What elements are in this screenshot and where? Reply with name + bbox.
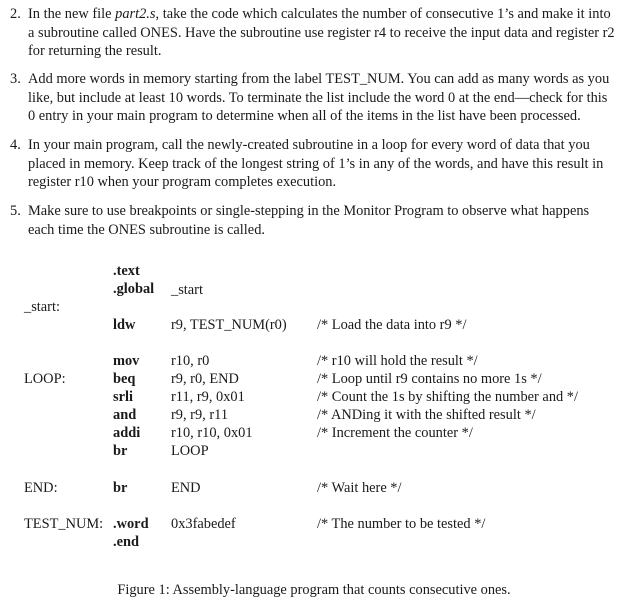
code-label: _start: [24, 299, 60, 315]
code-op: addi [113, 425, 141, 441]
code-op: and [113, 407, 137, 423]
code-comment: /* r10 will hold the result */ [317, 353, 478, 369]
code-comment: /* Loop until r9 contains no more 1s */ [317, 371, 542, 387]
code-op: .global [113, 281, 155, 297]
code-op: br [113, 480, 128, 496]
instruction-number: 3. [10, 71, 21, 87]
code-op: .word [113, 516, 149, 532]
code-args: r9, TEST_NUM(r0) [171, 317, 287, 333]
code-args: _start [171, 282, 203, 298]
code-args: 0x3fabedef [171, 516, 236, 532]
code-label: LOOP: [24, 371, 66, 387]
code-comment: /* ANDing it with the shifted result */ [317, 407, 536, 423]
code-label: END: [24, 480, 58, 496]
code-args: END [171, 480, 201, 496]
instruction-item-5 [10, 202, 618, 239]
instruction-text: In your main program, call the newly-created subroutine in a loop for every word of data that you placed in memory. Keep track of the longest string of 1’s in any of the words, and have this result in register r10 when your program completes execution. [28, 137, 604, 190]
instruction-text: Make sure to use breakpoints or single-stepping in the Monitor Program to observe what happens each time the ONES subroutine is called. [28, 203, 590, 238]
instruction-number: 4. [10, 137, 21, 153]
code-args: r11, r9, 0x01 [171, 389, 245, 405]
code-comment: /* Wait here */ [317, 480, 402, 496]
instruction-text: Add more words in memory starting from the label TEST_NUM. You can add as many words as you like, but include at least 10 words. To terminate the list include the word 0 at the end—check for this 0 entry in your main program to determine when all of the items in the list have been processed. [28, 71, 610, 124]
code-op: beq [113, 371, 136, 387]
code-args: r9, r0, END [171, 371, 239, 387]
figure-caption: Figure 1: Assembly-language program that counts consecutive ones. [117, 582, 511, 598]
instruction-text: In the new file part2.s, take the code which calculates the number of consecutive 1’s and make it into a subroutine called ONES. Have the subroutine use register r4 to receive the input data and register r2 for returning the result. [28, 6, 615, 59]
code-comment: /* Count the 1s by shifting the number and */ [317, 389, 579, 405]
code-comment: /* The number to be tested */ [317, 516, 486, 532]
code-op: mov [113, 353, 140, 369]
code-args: r10, r0 [171, 353, 210, 369]
code-label: TEST_NUM: [24, 516, 104, 532]
instruction-number: 2. [10, 6, 21, 22]
instruction-item-2 [10, 5, 618, 61]
instruction-item-3 [10, 70, 618, 126]
code-comment: /* Increment the counter */ [317, 425, 473, 441]
instruction-number: 5. [10, 203, 21, 219]
code-args: r10, r10, 0x01 [171, 425, 253, 441]
instruction-item-4 [10, 136, 618, 192]
code-op: ldw [113, 317, 136, 333]
code-op: br [113, 443, 128, 459]
code-op: .end [113, 534, 139, 550]
code-op: srli [113, 389, 133, 405]
code-args: LOOP [171, 443, 209, 459]
code-op: .text [113, 263, 140, 279]
code-args: r9, r9, r11 [171, 407, 229, 423]
code-comment: /* Load the data into r9 */ [317, 317, 467, 333]
